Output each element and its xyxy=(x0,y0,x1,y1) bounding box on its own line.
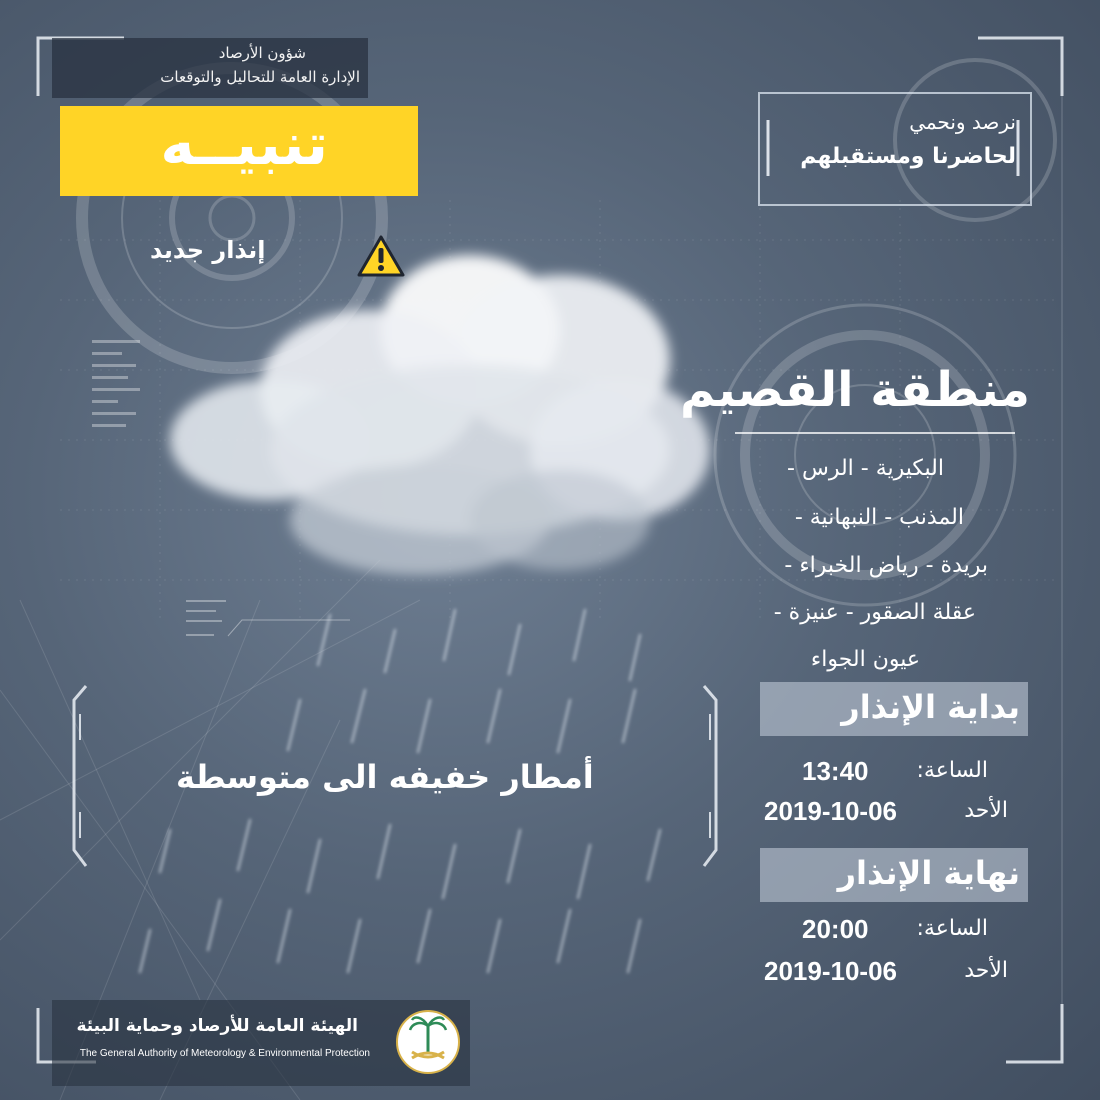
end-time-label: الساعة: xyxy=(916,916,988,941)
end-day-label: الأحد xyxy=(964,958,1008,983)
start-title: بداية الإنذار xyxy=(841,688,1020,726)
city-line-4: عقلة الصقور - عنيزة - xyxy=(773,600,976,625)
start-time-value: 13:40 xyxy=(802,756,869,786)
authority-name-ar: الهيئة العامة للأرصاد وحماية البيئة xyxy=(76,1016,358,1036)
end-title: نهاية الإنذار xyxy=(837,854,1020,892)
city-line-2: المذنب - النبهانية - xyxy=(794,505,964,530)
start-banner xyxy=(760,682,1028,736)
end-date-value: 2019-10-06 xyxy=(764,956,897,986)
hud-data-bars xyxy=(92,340,226,636)
agency-line2: الإدارة العامة للتحاليل والتوقعات xyxy=(160,68,360,86)
authority-name-en: The General Authority of Meteorology & Environmental Protection xyxy=(79,1048,370,1059)
end-time-value: 20:00 xyxy=(802,914,869,944)
new-warning-label: إنذار جديد xyxy=(150,236,266,264)
slogan-line1: نرصد ونحمي xyxy=(909,110,1016,134)
rain-cloud-icon xyxy=(170,255,710,575)
start-day-label: الأحد xyxy=(964,798,1008,823)
alert-banner xyxy=(60,106,418,196)
slogan-box xyxy=(758,92,1032,206)
start-date-value: 2019-10-06 xyxy=(764,796,897,826)
agency-header xyxy=(52,38,368,98)
end-banner xyxy=(760,848,1028,902)
agency-line1: شؤون الأرصاد xyxy=(218,44,306,62)
slogan-line2: لحاضرنا ومستقبلهم xyxy=(800,144,1016,169)
region-title: منطقة القصيم xyxy=(680,362,1030,418)
alert-title: تنبيــه xyxy=(160,110,328,178)
authority-logo-block xyxy=(52,1000,470,1086)
palm-swords-emblem-icon xyxy=(394,1008,462,1076)
city-line-3: بريدة - رياض الخبراء - xyxy=(784,553,988,578)
start-time-label: الساعة: xyxy=(916,758,988,783)
city-line-5: عيون الجواء xyxy=(810,647,920,672)
region-divider xyxy=(735,432,1015,434)
weather-description: أمطار خفيفه الى متوسطة xyxy=(176,758,594,796)
city-line-1: البكيرية - الرس - xyxy=(787,456,944,481)
warning-triangle-icon xyxy=(356,234,406,278)
